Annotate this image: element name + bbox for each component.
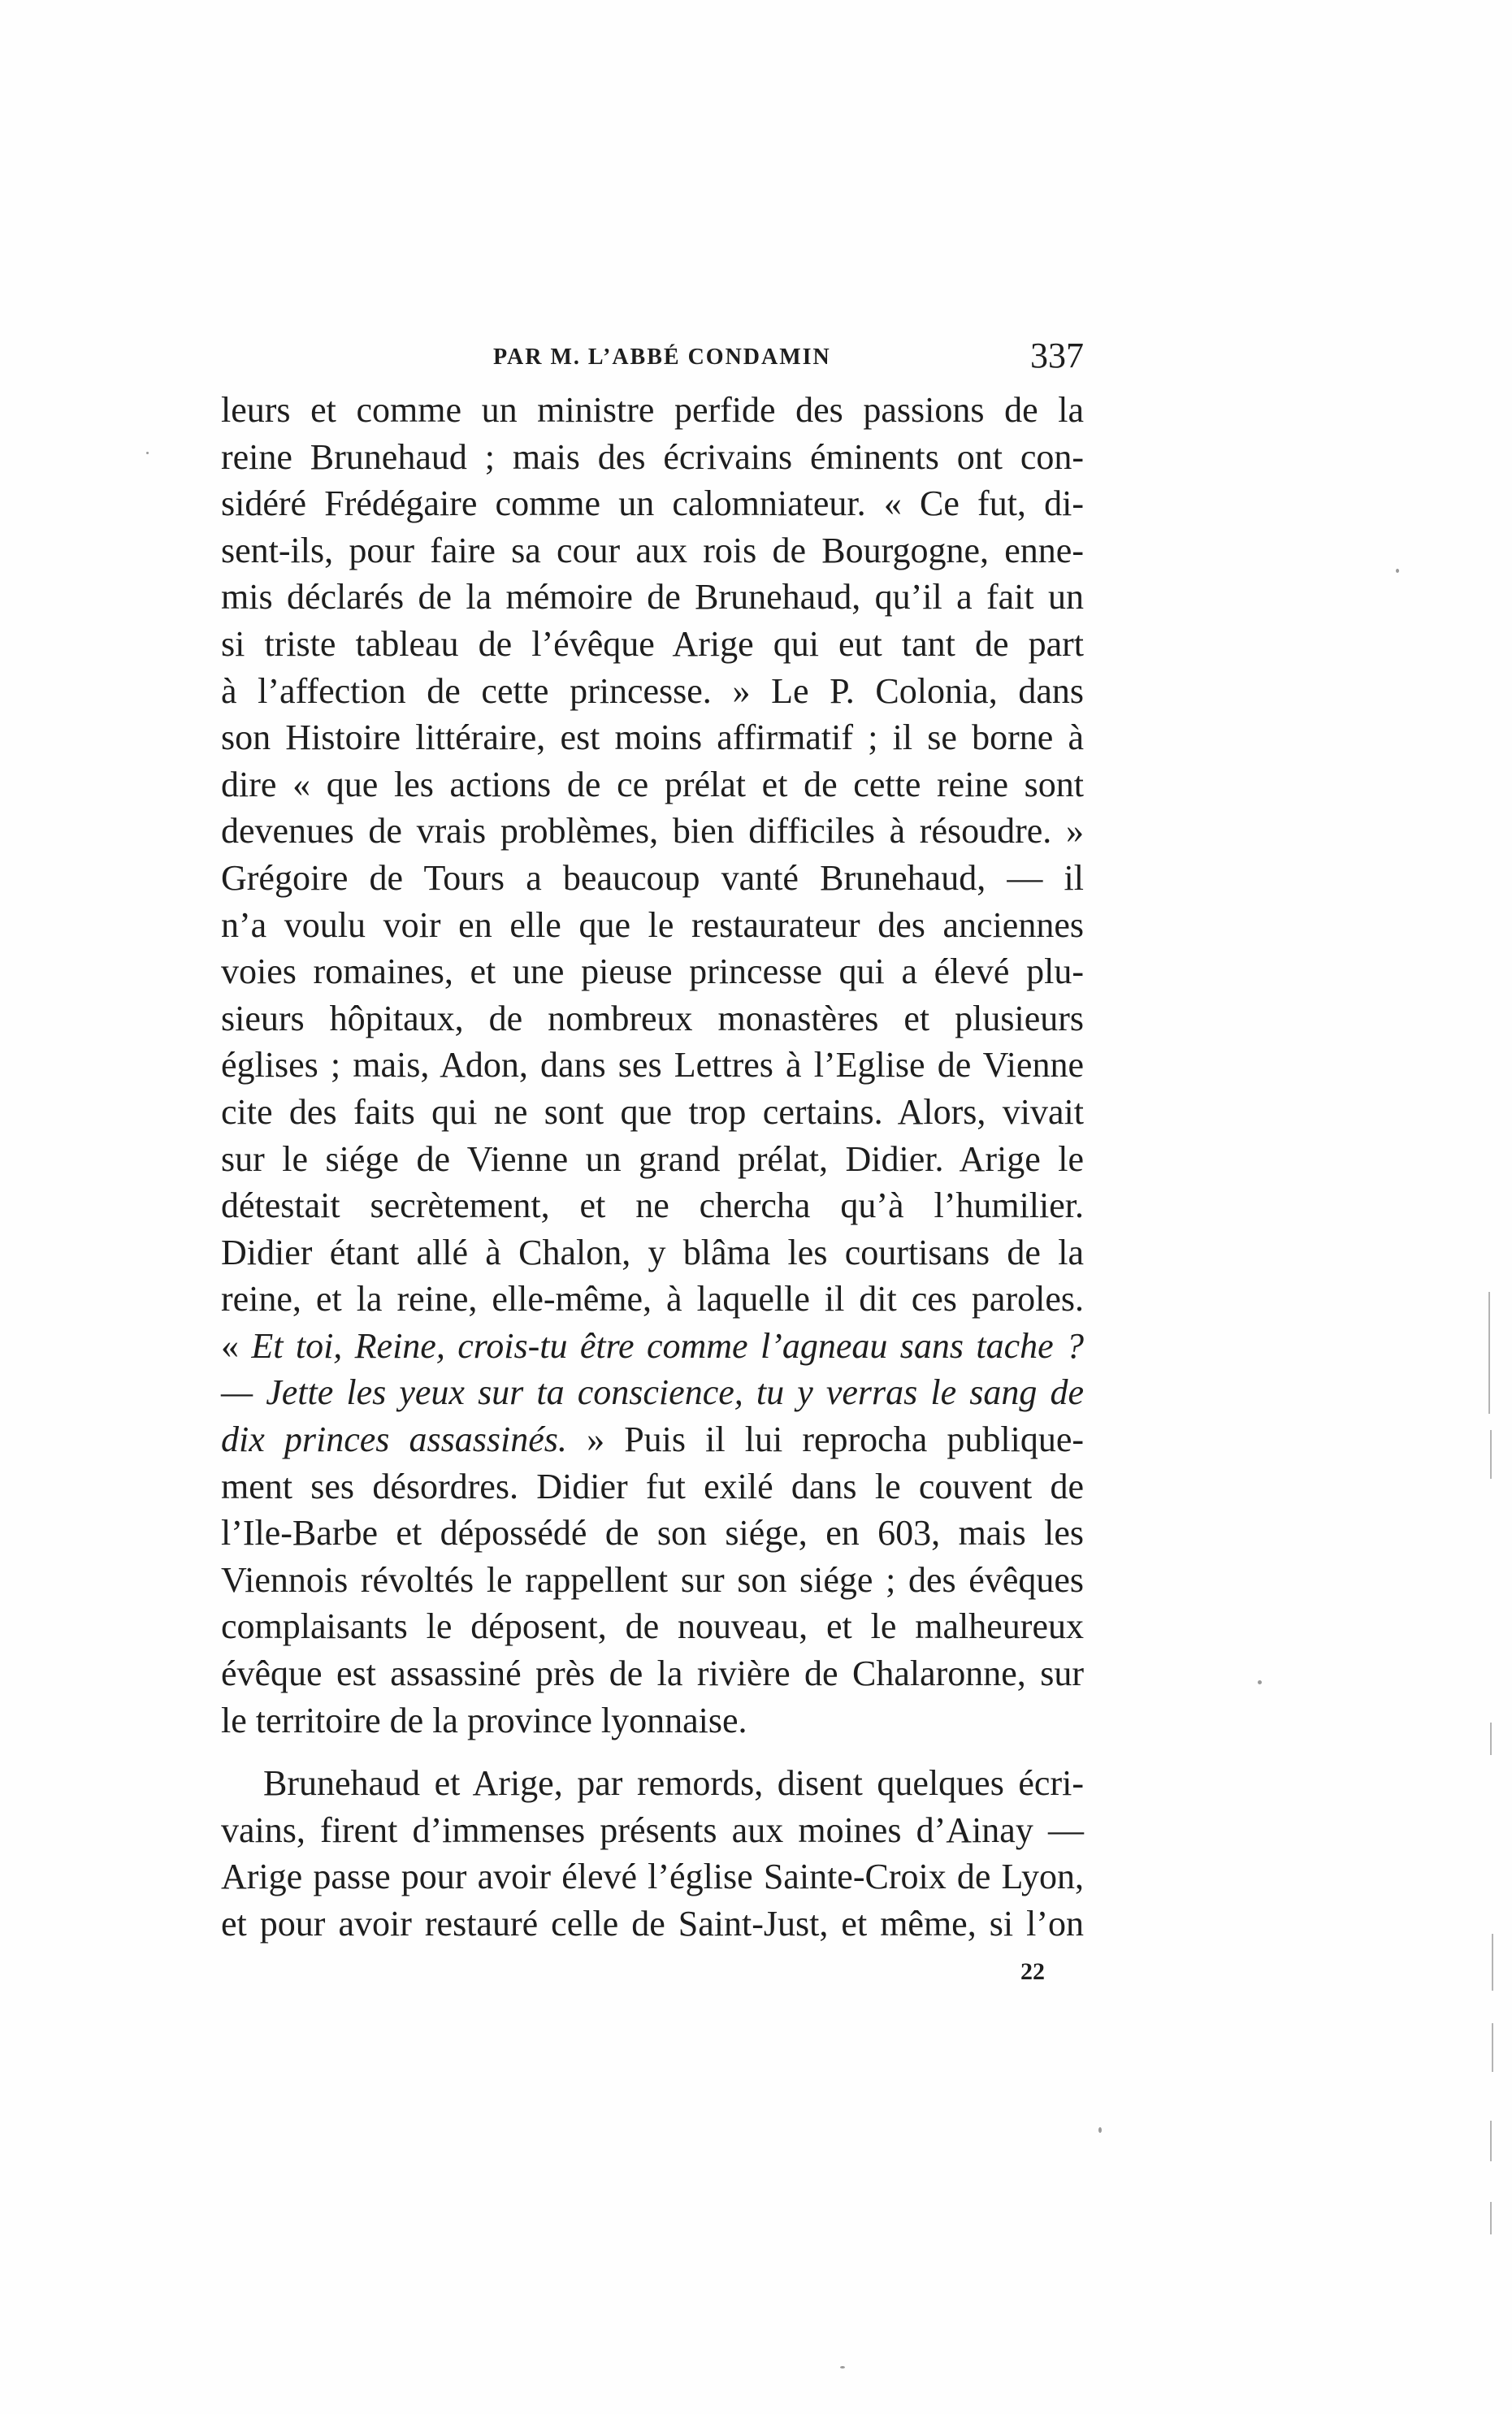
text-line: voies romaines, et une pieuse princesse qui a élevé plu-	[221, 951, 1084, 992]
text-line: sur le siége de Vienne un grand prélat, Didier. Arige le	[221, 1138, 1084, 1179]
paper-speck	[146, 452, 149, 454]
paper-speck	[1396, 569, 1399, 573]
paper-speck	[840, 2366, 845, 2368]
text-line: Grégoire de Tours a beaucoup vanté Brunehaud, — il	[221, 857, 1084, 898]
edge-mark	[1492, 1934, 1493, 1991]
text-line: reine, et la reine, elle-même, à laquelle il dit ces paroles.	[221, 1279, 1084, 1320]
running-head	[221, 335, 1084, 384]
edge-mark	[1490, 1430, 1492, 1479]
text-line: détestait secrètement, et ne chercha qu’à l’humilier.	[221, 1185, 1084, 1226]
page-number: 337	[1030, 336, 1084, 375]
text-line: vains, firent d’immenses présents aux moines d’Ainay —	[221, 1809, 1084, 1850]
text-line-paragraph-start: Brunehaud et Arige, par remords, disent quelques écri-	[263, 1763, 1084, 1804]
text-line: Didier étant allé à Chalon, y blâma les courtisans de la	[221, 1232, 1084, 1272]
text-line-quotation: dix princes assassinés. » Puis il lui reprocha publique-	[221, 1419, 1084, 1460]
quotation-italic: — Jette les yeux sur ta conscience, tu y verras le sang de	[221, 1372, 1084, 1413]
text-line: complaisants le déposent, de nouveau, et le malheureux	[221, 1606, 1084, 1647]
text-line: l’Ile-Barbe et dépossédé de son siége, en 603, mais les	[221, 1513, 1084, 1554]
text-line: sieurs hôpitaux, de nombreux monastères et plusieurs	[221, 998, 1084, 1038]
text-line: reine Brunehaud ; mais des écrivains éminents ont con-	[221, 436, 1084, 477]
text-line: et pour avoir restauré celle de Saint-Just, et même, si l’on	[221, 1904, 1084, 1944]
text-line: mis déclarés de la mémoire de Brunehaud, qu’il a fait un	[221, 577, 1084, 618]
text-line: Viennois révoltés le rappellent sur son siége ; des évêques	[221, 1559, 1084, 1600]
text-line: Arige passe pour avoir élevé l’église Sainte-Croix de Lyon,	[221, 1857, 1084, 1897]
text-line-quotation: « Et toi, Reine, crois-tu être comme l’agneau sans tache ?	[221, 1325, 1084, 1366]
edge-mark	[1492, 2023, 1493, 2072]
text-line: évêque est assassiné près de la rivière de Chalaronne, sur	[221, 1653, 1084, 1694]
text-line-paragraph-end: le territoire de la province lyonnaise.	[221, 1700, 747, 1740]
quotation-italic: Et toi, Reine, crois-tu être comme l’agneau sans tache ?	[251, 1325, 1084, 1366]
text-line: ment ses désordres. Didier fut exilé dans le couvent de	[221, 1466, 1084, 1506]
text-line: devenues de vrais problèmes, bien difficiles à résoudre. »	[221, 811, 1084, 852]
paper-speck	[1098, 2127, 1102, 2133]
text-line: son Histoire littéraire, est moins affirmatif ; il se borne à	[221, 717, 1084, 758]
signature-mark: 22	[1020, 1958, 1045, 1985]
quotation-italic: dix princes assassinés.	[221, 1419, 567, 1460]
text-line: cite des faits qui ne sont que trop certains. Alors, vivait	[221, 1091, 1084, 1132]
text-line: leurs et comme un ministre perfide des passions de la	[221, 390, 1084, 430]
text-line: à l’affection de cette princesse. » Le P. Colonia, dans	[221, 670, 1084, 711]
text-line: si triste tableau de l’évêque Arige qui eut tant de part	[221, 623, 1084, 664]
text-line: églises ; mais, Adon, dans ses Lettres à l’Eglise de Vienne	[221, 1045, 1084, 1086]
text-line: sidéré Frédégaire comme un calomniateur. « Ce fut, di-	[221, 483, 1084, 524]
paper-speck	[1258, 1680, 1262, 1684]
edge-mark	[1490, 1723, 1492, 1755]
text-line: n’a voulu voir en elle que le restaurateur des anciennes	[221, 904, 1084, 945]
text-line: dire « que les actions de ce prélat et de cette reine sont	[221, 764, 1084, 804]
edge-mark	[1490, 2202, 1492, 2234]
running-title: PAR M. L’ABBÉ CONDAMIN	[493, 345, 831, 370]
edge-mark	[1488, 1292, 1490, 1414]
text-line: sent-ils, pour faire sa cour aux rois de Bourgogne, enne-	[221, 530, 1084, 570]
text-line-quotation	[221, 1369, 1084, 1416]
edge-mark	[1490, 2121, 1492, 2161]
body-text	[221, 387, 1084, 1948]
